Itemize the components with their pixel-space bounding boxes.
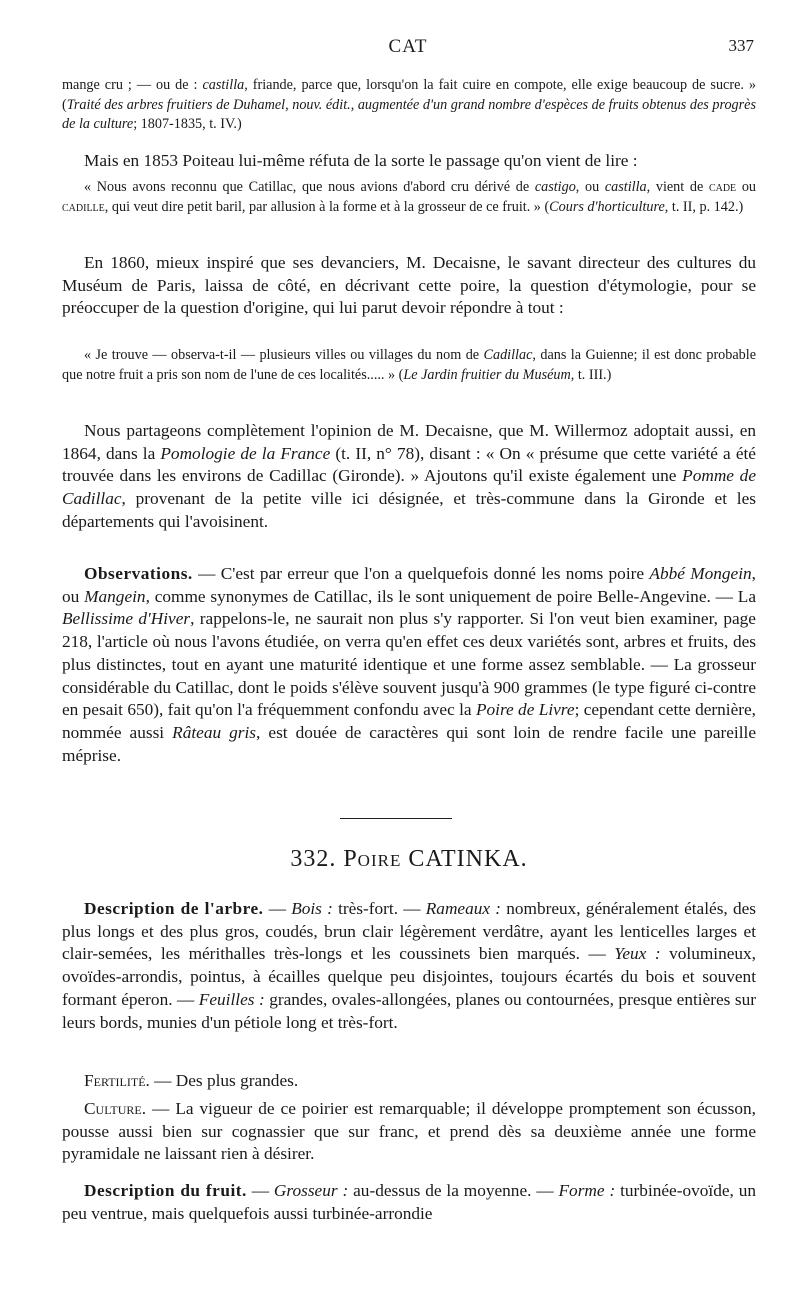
paragraph-fertility: Fertilité. — Des plus grandes. [84,1071,299,1090]
paragraph-poiteau: Mais en 1853 Poiteau lui-même réfuta de la sorte le passage qu'on vient de lire : [84,151,638,170]
running-title: CAT [388,36,428,57]
quote-decaisne: « Je trouve — observa-t-il — plusieurs villes ou villages du nom de Cadillac, dans la Guienne; il est donc probable que notre fruit a pris son nom de l'une de ces localités..... » (Le Jardin fruitier du Muséum, t. III.) [62,347,757,383]
paragraph-willermoz: Nous partageons complètement l'opinion de M. Decaisne, que M. Willermoz adoptait aussi, en 1864, dans la Pomologie de la France (t. II, n° 78), disant : « On « présume que cette variété a été trouvée dans les environs de Cadillac (Gironde). » Ajoutons qu'il existe également une Pomme de Cadillac, provenant de la petite ville ici désignée, et très-commune dans la Gironde et les départements qui l'avoisinent. [62,421,756,531]
paragraph-fruit-description: Description du fruit. — Grosseur : au-dessus de la moyenne. — Forme : turbinée-ovoïde, un peu ventrue, mais quelquefois aussi turbinée-arrondie [62,1181,757,1223]
section-heading: 332. Poire CATINKA. [290,846,528,872]
paragraph-decaisne: En 1860, mieux inspiré que ses devanciers, M. Decaisne, le savant directeur des cultures du Muséum de Paris, laissa de côté, en décrivant cette poire, la question d'étymologie, pour se préoccuper de la question d'origine, qui lui parut devoir répondre à tout : [62,253,756,318]
running-header [62,36,754,60]
observations-label: Observations. [84,564,193,583]
page-number: 337 [728,36,754,55]
quote-duhamel-continued: mange cru ; — ou de : castilla, friande, parce que, lorsqu'on la fait cuire en compote, elle exige beaucoup de sucre. » (Traité des arbres fruitiers de Duhamel, nouv. édit., augmentée d'un grand nombre d'espèces de fruits obtenus des progrès de la culture; 1807-1835, t. IV.) [62,77,756,133]
paragraph-observations: Observations. — C'est par erreur que l'on a quelquefois donné les noms poire Abbé Mongein, ou Mangein, comme synonymes de Catillac, ils le sont uniquement de poire Belle-Angevine. — La Bellissime d'Hiver, rappelons-le, ne saurait non plus s'y rapporter. Si l'on veut bien examiner, page 218, l'article où nous l'avons étudiée, on verra qu'en effet ces deux variétés sont, arbres et fruits, des plus distinctes, tout en ayant une maturité identique et une forme assez semblable. — La grosseur considérable du Catillac, dont le poids s'élève souvent jusqu'à 900 grammes (le type figuré ci-contre en pesait 650), fait qu'on l'a fréquemment confondu avec la Poire de Livre; cependant cette dernière, nommée aussi Râteau gris, est douée de caractères qui sont loin de rendre facile une pareille méprise. [62,564,756,765]
culture-label: Culture. [84,1099,147,1118]
fruit-description-label: Description du fruit. [84,1181,247,1200]
tree-description-label: Description de l'arbre. [84,899,264,918]
section-divider [340,818,452,819]
paragraph-culture: Culture. — La vigueur de ce poirier est remarquable; il développe promptement son écusson, pousse aussi bien sur cognassier que sur franc, et prend dès sa deuxième année une forme pyramidale ne laissant rien à désirer. [62,1099,756,1164]
fertility-label: Fertilité. [84,1071,150,1090]
paragraph-tree-description: Description de l'arbre. — Bois : très-fort. — Rameaux : nombreux, généralement étalés, des plus longs et des plus gros, coudés, brun clair légèrement verdâtre, ayant les lenticelles larges et clair-semées, les mérithalles très-longs et les coussinets bien marqués. — Yeux : volumineux, ovoïdes-arrondis, pointus, à écailles quelque peu disjointes, toujours écartés du bois et souvent formant éperon. — Feuilles : grandes, ovales-allongées, planes ou contournées, presque entières sur leurs bords, munies d'un pétiole long et très-fort. [62,899,757,1032]
quote-poiteau: « Nous avons reconnu que Catillac, que nous avions d'abord cru dérivé de castigo, ou castilla, vient de cade ou cadille, qui veut dire petit baril, par allusion à la forme et à la grosseur de ce fruit. » (Cours d'horticulture, t. II, p. 142.) [62,179,757,215]
